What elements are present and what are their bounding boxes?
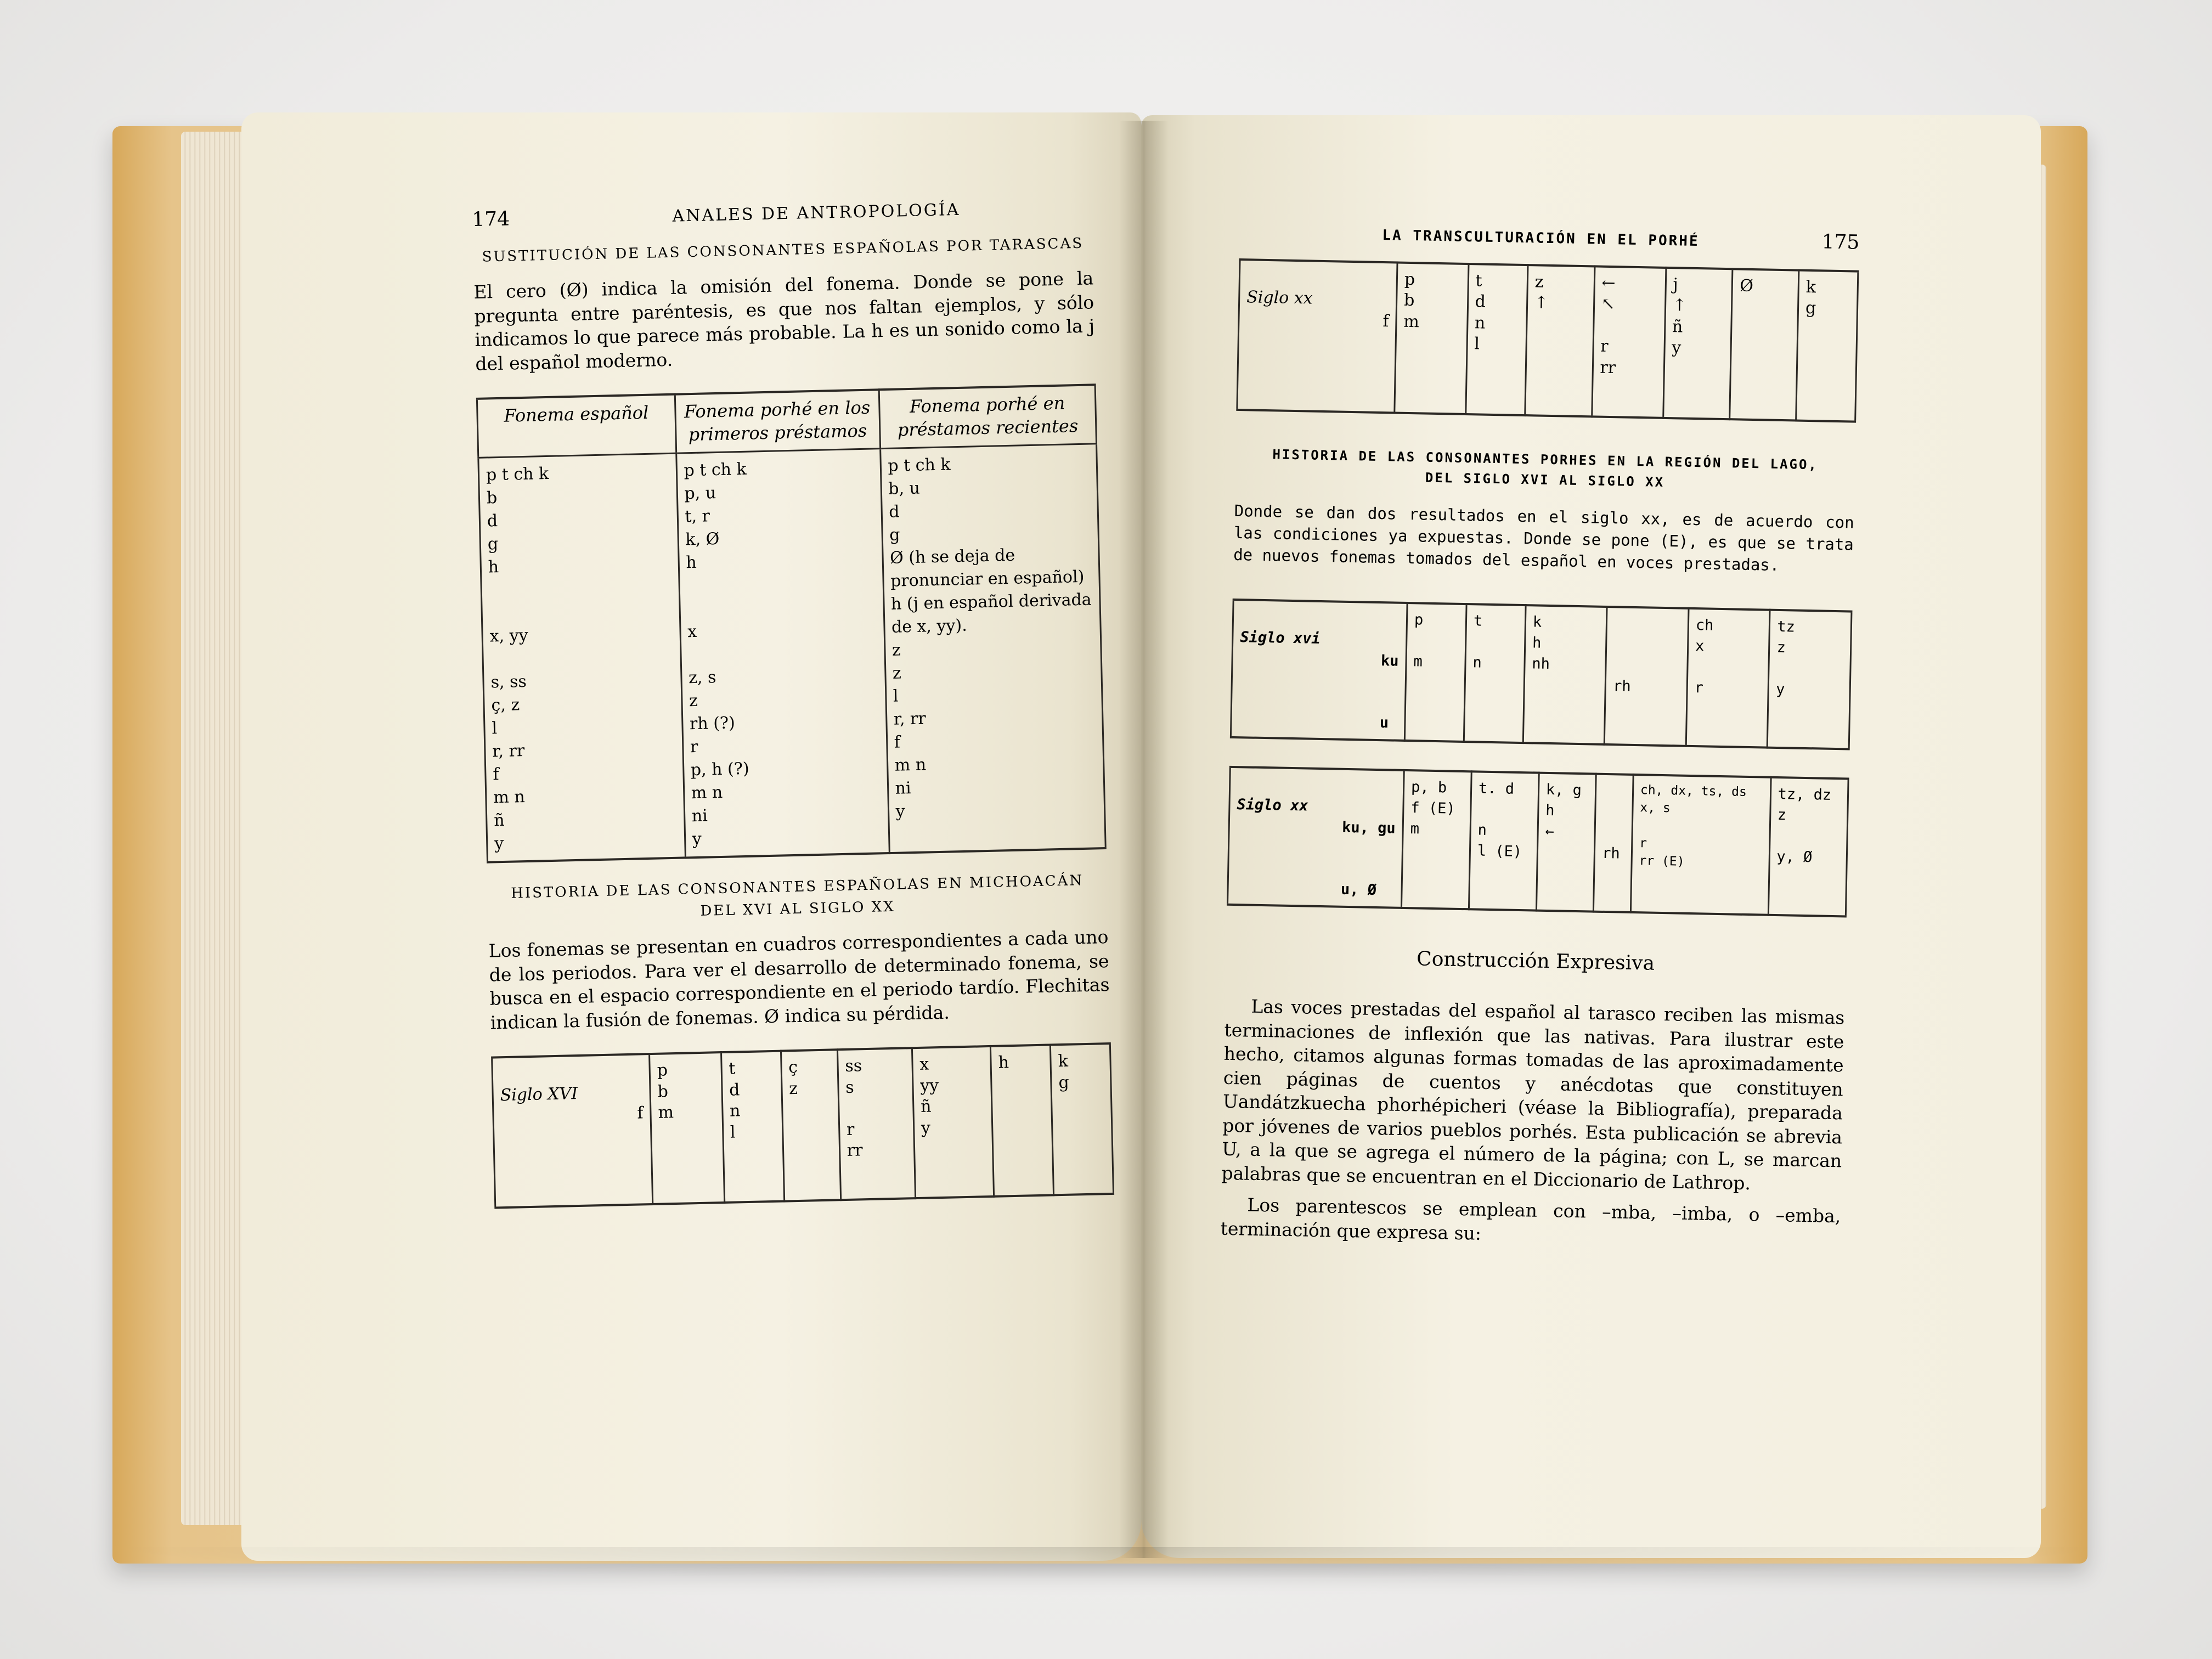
porhe-xx-symbol: ku, gu u, Ø	[1340, 819, 1396, 899]
siglo-xx-cell: p b m	[1395, 263, 1469, 414]
table-header-3: Fonema porhé en préstamos recientes	[879, 385, 1097, 449]
right-page-content	[1220, 219, 1860, 1252]
book-shadow	[99, 1547, 2118, 1580]
siglo-xx-cell: Ø	[1730, 269, 1799, 420]
porhe-xvi-cell: rh	[1605, 607, 1689, 746]
porhe-xvi-cell: p m	[1404, 603, 1466, 742]
porhe-xx-cell: tz, dz z y, Ø	[1768, 777, 1848, 916]
left-caption-1: SUSTITUCIÓN DE LAS CONSONANTES ESPAÑOLAS POR TARASCAS	[482, 235, 1084, 266]
siglo-xvi-cell: p b m	[650, 1053, 725, 1205]
siglo-xvi-cell: t d n l	[721, 1051, 784, 1203]
siglo-xx-label-cell	[1237, 259, 1397, 413]
siglo-xx-cell: t d n l	[1465, 264, 1527, 415]
porhe-xx-cell: t. d n l (E)	[1469, 771, 1539, 910]
left-caption-2b: DEL XVI AL SIGLO XX	[700, 898, 896, 919]
siglo-xx-cell: k g	[1796, 270, 1858, 422]
left-paragraph-2: Los fonemas se presentan en cuadros correspondientes a cada uno de los periodos. Para ver el desarrollo de determinado fonema, se busca en el espacio correspondiente en el periodo tardío. Flechitas indican la fusión de fonemas. Ø indica su pérdida.	[488, 926, 1110, 1034]
porhe-xx-cell: p, b f (E) m	[1401, 770, 1471, 909]
table-header-1: Fonema español	[477, 394, 676, 458]
right-page-number: 175	[1821, 230, 1860, 254]
porhe-xvi-label-cell	[1231, 600, 1407, 741]
right-caption-1b: DEL SIGLO XVI AL SIGLO XX	[1425, 470, 1665, 490]
book-gutter	[1119, 121, 1169, 1558]
porhe-xx-label: Siglo xx	[1237, 796, 1308, 815]
section-title: Construcción Expresiva	[1416, 947, 1655, 975]
porhe-xvi-cell: tz z y	[1768, 610, 1852, 749]
siglo-xvi-label: Siglo XVI	[500, 1084, 578, 1105]
porhe-xx-cell: ch, dx, ts, ds x, s r rr (E)	[1630, 775, 1771, 915]
right-paragraph-1: Donde se dan dos resultados en el siglo xx, es de acuerdo con las condiciones ya expuestas. Donde se pone (E), es que se trata de nuevos fonemas tomados del español en voces prestadas.	[1233, 501, 1854, 575]
porhe-siglo-xx-table	[1227, 766, 1849, 917]
left-caption-2: HISTORIA DE LAS CONSONANTES ESPAÑOLAS EN MICHOACÁN	[510, 872, 1084, 902]
siglo-xvi-cell: ss s r rr	[837, 1048, 915, 1200]
porhe-xx-cell: rh	[1594, 774, 1633, 912]
siglo-xx-symbol: f	[1383, 311, 1389, 331]
left-page-number: 174	[472, 207, 510, 231]
porhe-xvi-symbol: ku u	[1379, 652, 1399, 732]
substitution-table	[476, 384, 1107, 864]
siglo-xvi-table	[491, 1042, 1114, 1209]
siglo-xvi-cell: x yy ñ y	[912, 1046, 994, 1198]
left-paragraph-1: El cero (Ø) indica la omisión del fonema. Donde se pone la pregunta entre paréntesis, es que nos faltan ejemplos, y sólo indicamos lo que parece más probable. La h es un sonido como la j del español moderno.	[473, 267, 1095, 375]
porhe-xx-cell: k, g h ←	[1536, 773, 1596, 912]
porhe-xvi-label: Siglo xvi	[1240, 629, 1321, 648]
right-caption-1: HISTORIA DE LAS CONSONANTES PORHES EN LA REGIÓN DEL LAGO,	[1272, 447, 1819, 473]
porhe-xx-label-cell	[1228, 767, 1404, 908]
porhe-xvi-cell: k h nh	[1523, 606, 1607, 745]
table-column-early: p t ch k p, u t, r k, Ø h x z, s z rh (?) r p, h (?) m n ni y	[676, 448, 889, 857]
left-running-title: ANALES DE ANTROPOLOGÍA	[672, 200, 961, 226]
left-page-content	[472, 194, 1114, 1209]
siglo-xx-label: Siglo xx	[1246, 287, 1313, 308]
right-paragraph-3: Los parentescos se emplean con –mba, –imba, o –emba, terminación que expresa su:	[1220, 1194, 1841, 1244]
siglo-xx-cell: ← ↖ r rr	[1592, 266, 1666, 417]
siglo-xx-top-table	[1236, 258, 1859, 423]
porhe-xvi-cell: t n	[1464, 604, 1526, 743]
table-column-recent: p t ch k b, u d g Ø (h se deja de pronunciar en español) h (j en español derivada de x, yy). z z l r, rr f m n ni y	[880, 443, 1105, 853]
siglo-xvi-symbol: f	[636, 1103, 644, 1123]
table-column-spanish: p t ch k b d g h x, yy s, ss ç, z l r, rr f m n ñ y	[486, 464, 549, 854]
siglo-xvi-cell: h	[991, 1045, 1054, 1197]
siglo-xvi-cell: ç z	[781, 1050, 840, 1201]
porhe-siglo-xvi-table	[1230, 599, 1853, 750]
table-header-2: Fonema porhé en los primeros préstamos	[675, 390, 880, 453]
right-running-title: LA TRANSCULTURACIÓN EN EL PORHÉ	[1382, 227, 1700, 250]
siglo-xx-cell: z ↑	[1525, 265, 1594, 416]
siglo-xx-cell: j ↑ ñ y	[1663, 268, 1733, 419]
siglo-xvi-cell: k g	[1051, 1043, 1114, 1195]
porhe-xvi-cell: ch x r	[1686, 608, 1770, 748]
siglo-xvi-label-cell	[492, 1054, 653, 1208]
right-paragraph-2: Las voces prestadas del español al tarasco reciben las mismas terminaciones de inflexión que las nativas. Para ilustrar este hecho, citamos algunas formas tomadas de las aproximadamente cien páginas de cuentos y anécdotas que constituyen Uandátzkuecha phorhépicheri (véase la Bibliografía), preparada por jóvenes de varios pueblos porhés. Esta publicación se abrevia U, a la que se agrega el número de la página; con L, se marcan palabras que se encuentran en el Diccionario de Lathrop.	[1221, 995, 1845, 1194]
